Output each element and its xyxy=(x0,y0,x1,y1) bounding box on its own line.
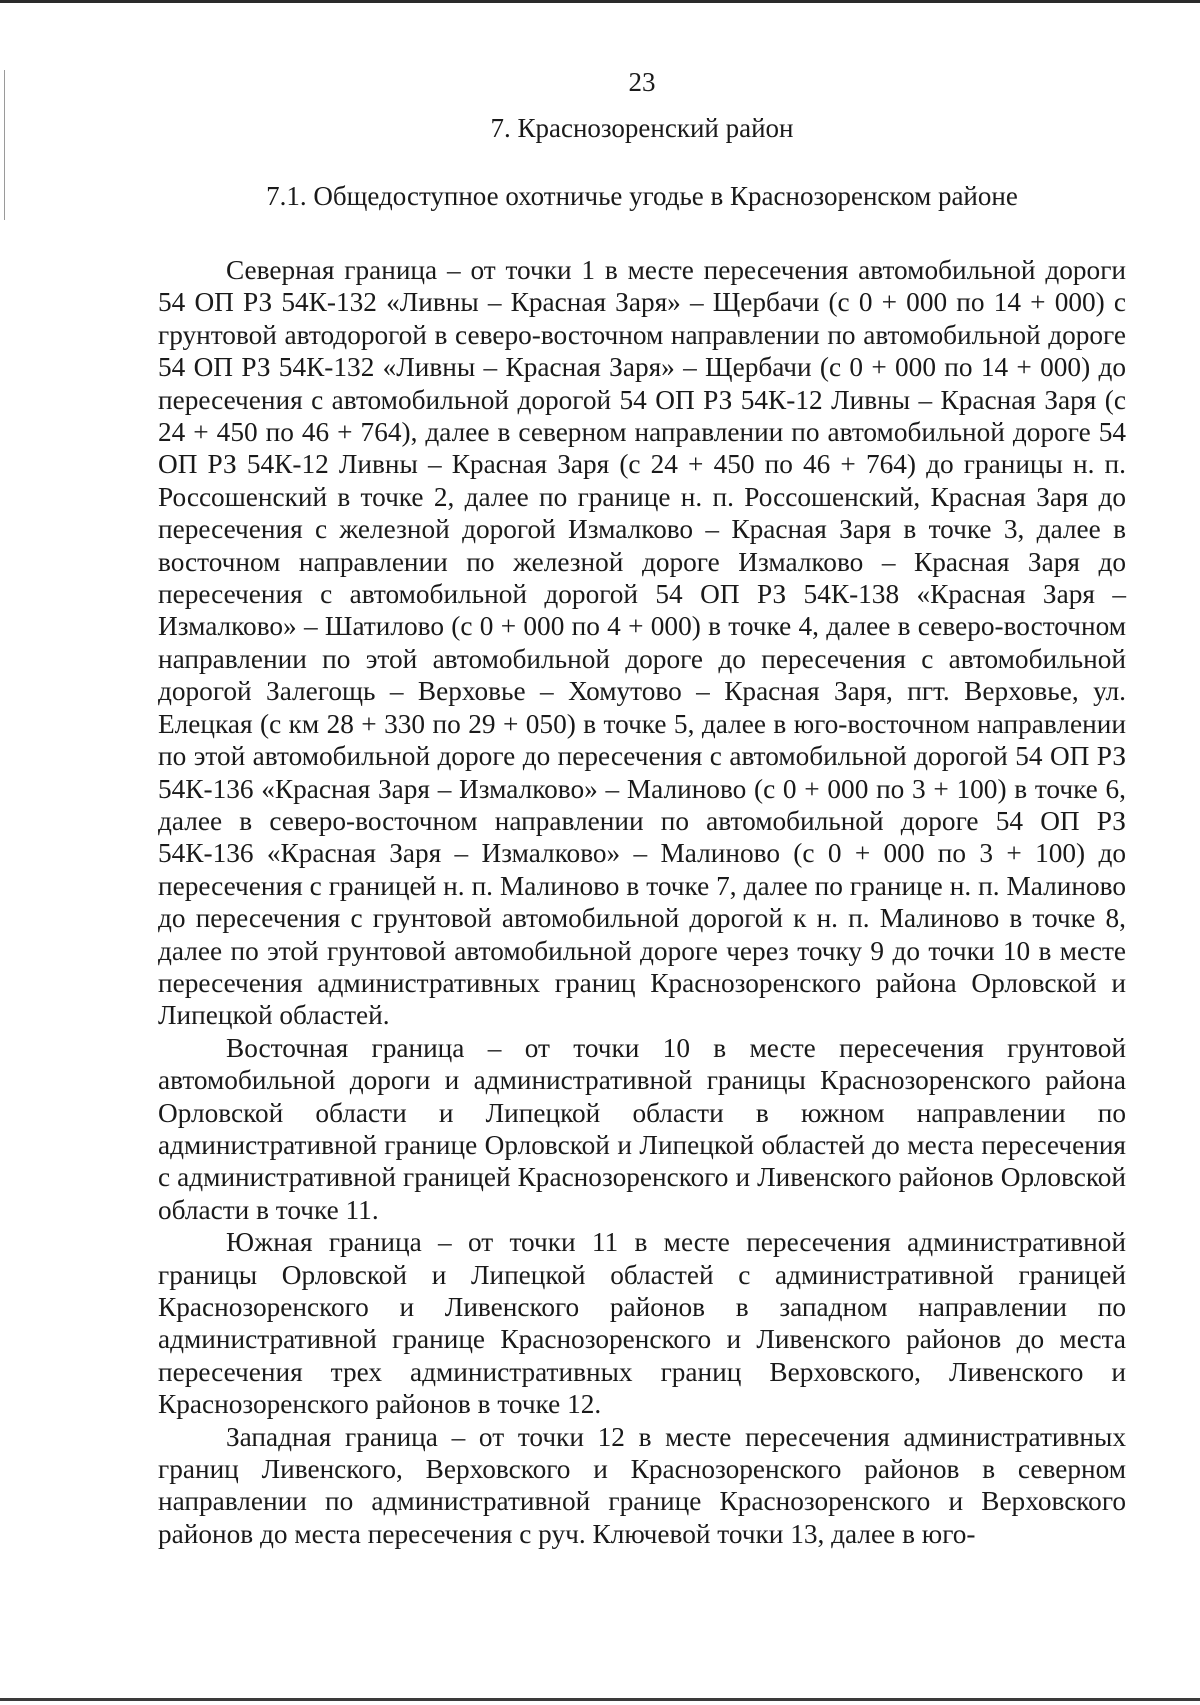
paragraph-north-boundary: Северная граница – от точки 1 в месте пересечения автомобильной дороги 54 ОП РЗ 54К-132 «Ливны – Красная Заря» – Щербачи (с 0 + 000 по 14 + 000) с грунтовой автодорогой в северо-восточном направлении по автомобильной дороге 54 ОП РЗ 54К-132 «Ливны – Красная Заря» – Щербачи (с 0 + 000 по 14 + 000) до пересечения с автомобильной дорогой 54 ОП РЗ 54К-12 Ливны – Красная Заря (с 24 + 450 по 46 + 764), далее в северном направлении по автомобильной дороге 54 ОП РЗ 54К-12 Ливны – Красная Заря (с 24 + 450 по 46 + 764) до границы н. п. Россошенский в точке 2, далее по границе н. п. Россошенский, Красная Заря до пересечения с железной дорогой Измалково – Красная Заря в точке 3, далее в восточном направлении по железной дороге Измалково – Красная Заря до пересечения с автомобильной дорогой 54 ОП РЗ 54К-138 «Красная Заря – Измалково» – Шатилово (с 0 + 000 по 4 + 000) в точке 4, далее в северо-восточном направлении по этой автомобильной дороге до пересечения с автомобильной дорогой Залегощь – Верховье – Хомутово – Красная Заря, пгт. Верховье, ул. Елецкая (с км 28 + 330 по 29 + 050) в точке 5, далее в юго-восточном направлении по этой автомобильной дороге до пересечения с автомобильной дорогой 54 ОП РЗ 54К-136 «Красная Заря – Измалково» – Малиново (с 0 + 000 по 3 + 100) в точке 6, далее в северо-восточном направлении по автомобильной дороге 54 ОП РЗ 54К-136 «Красная Заря – Измалково» – Малиново (с 0 + 000 по 3 + 100) до пересечения с границей н. п. Малиново в точке 7, далее по границе н. п. Малиново до пересечения с грунтовой автомобильной дорогой к н. п. Малиново в точке 8, далее по этой грунтовой автомобильной дороге через точку 9 до точки 10 в месте пересечения административных границ Краснозоренского района Орловской и Липецкой областей. xyxy=(158,255,1126,1031)
paragraph-south-boundary: Южная граница – от точки 11 в месте пересечения административной границы Орловской и Липецкой областей с административной границей Краснозоренского и Ливенского районов в западном направлении по административной границе Краснозоренского и Ливенского районов до места пересечения трех административных границ Верховского, Ливенского и Краснозоренского районов в точке 12. xyxy=(158,1227,1126,1420)
document-page xyxy=(158,66,1126,1550)
scan-bottom-edge xyxy=(0,1698,1200,1701)
subsection-title: 7.1. Общедоступное охотничье угодье в Краснозоренском районе xyxy=(266,181,1018,211)
scan-top-edge xyxy=(0,0,1200,3)
scan-left-edge xyxy=(4,70,5,220)
page-number: 23 xyxy=(628,67,656,97)
section-title: 7. Краснозоренский район xyxy=(490,113,794,143)
paragraph-west-boundary: Западная граница – от точки 12 в месте пересечения административных границ Ливенского, Верховского и Краснозоренского районов в северном направлении по административной границе Краснозоренского и Верховского районов до места пересечения с руч. Ключевой точки 13, далее в юго- xyxy=(158,1421,1126,1549)
paragraph-east-boundary: Восточная граница – от точки 10 в месте пересечения грунтовой автомобильной дороги и административной границы Краснозоренского района Орловской области и Липецкой области в южном направлении по административной границе Орловской и Липецкой областей до места пересечения с административной границей Краснозоренского и Ливенского районов Орловской области в точке 11. xyxy=(158,1032,1126,1225)
